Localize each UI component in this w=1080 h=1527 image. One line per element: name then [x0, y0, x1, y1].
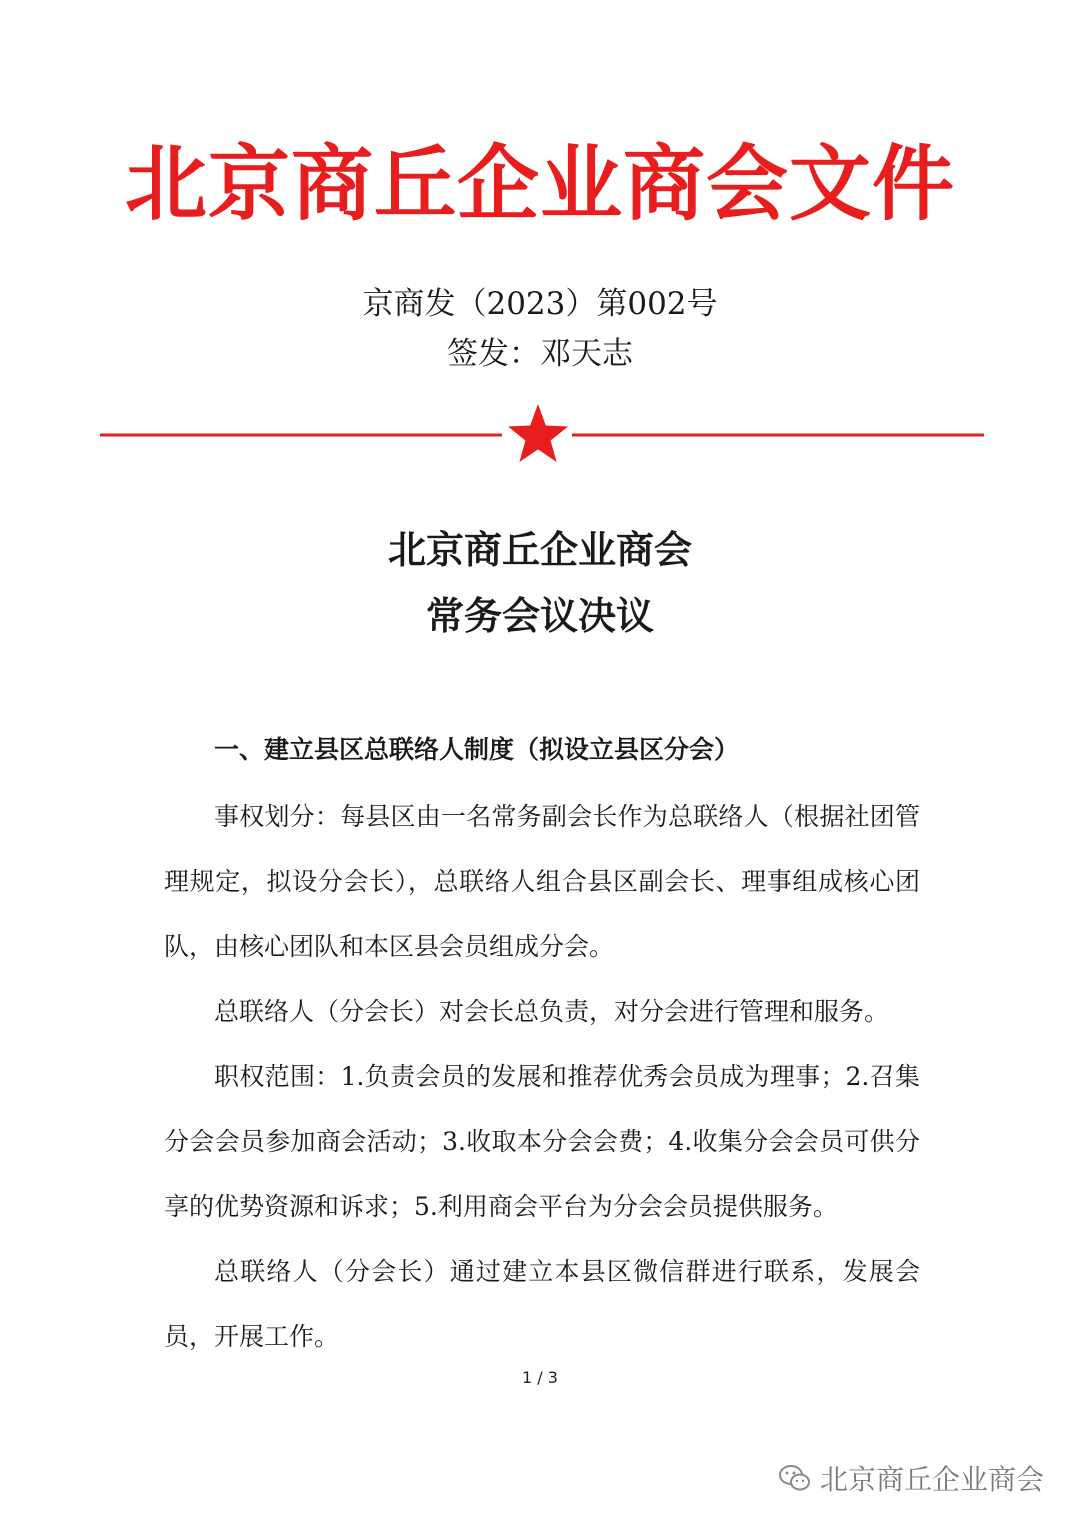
document-title-line1: 北京商丘企业商会 — [387, 528, 692, 572]
paragraph-responsibility: 总联络人（分会长）对会长总负责，对分会进行管理和服务。 — [214, 997, 890, 1026]
paragraph-scope-of-duties: 职权范围：1.负责会员的发展和推荐优秀会员成为理事；2.召集分会会员参加商会活动；3.收取本分会会费；4.收集分会会员可供分享的优势资源和诉求；5.利用商会平台为分会会员提供服务。 — [164, 1062, 920, 1221]
document-title-line2: 常务会议决议 — [425, 594, 654, 638]
star-icon — [508, 404, 568, 462]
body-paragraphs — [164, 784, 920, 1369]
wechat-icon — [778, 1463, 812, 1493]
document-number: 京商发（2023）第002号 — [362, 286, 718, 322]
paragraph-wechat-group: 总联络人（分会长）通过建立本县区微信群进行联系，发展会员，开展工作。 — [164, 1257, 920, 1351]
account-watermark — [778, 1458, 1044, 1498]
page-number: 1 / 3 — [522, 1368, 558, 1387]
red-star-divider — [100, 402, 990, 462]
masthead-title: 北京商丘企业商会文件 — [124, 137, 955, 232]
account-name: 北京商丘企业商会 — [819, 1463, 1044, 1496]
section-heading: 一、建立县区总联络人制度（拟设立县区分会） — [214, 735, 740, 764]
issuer-line: 签发：邓天志 — [447, 336, 633, 372]
paragraph-authority-division: 事权划分：每县区由一名常务副会长作为总联络人（根据社团管理规定，拟设分会长），总联络人组合县区副会长、理事组成核心团队，由核心团队和本区县会员组成分会。 — [164, 802, 920, 961]
